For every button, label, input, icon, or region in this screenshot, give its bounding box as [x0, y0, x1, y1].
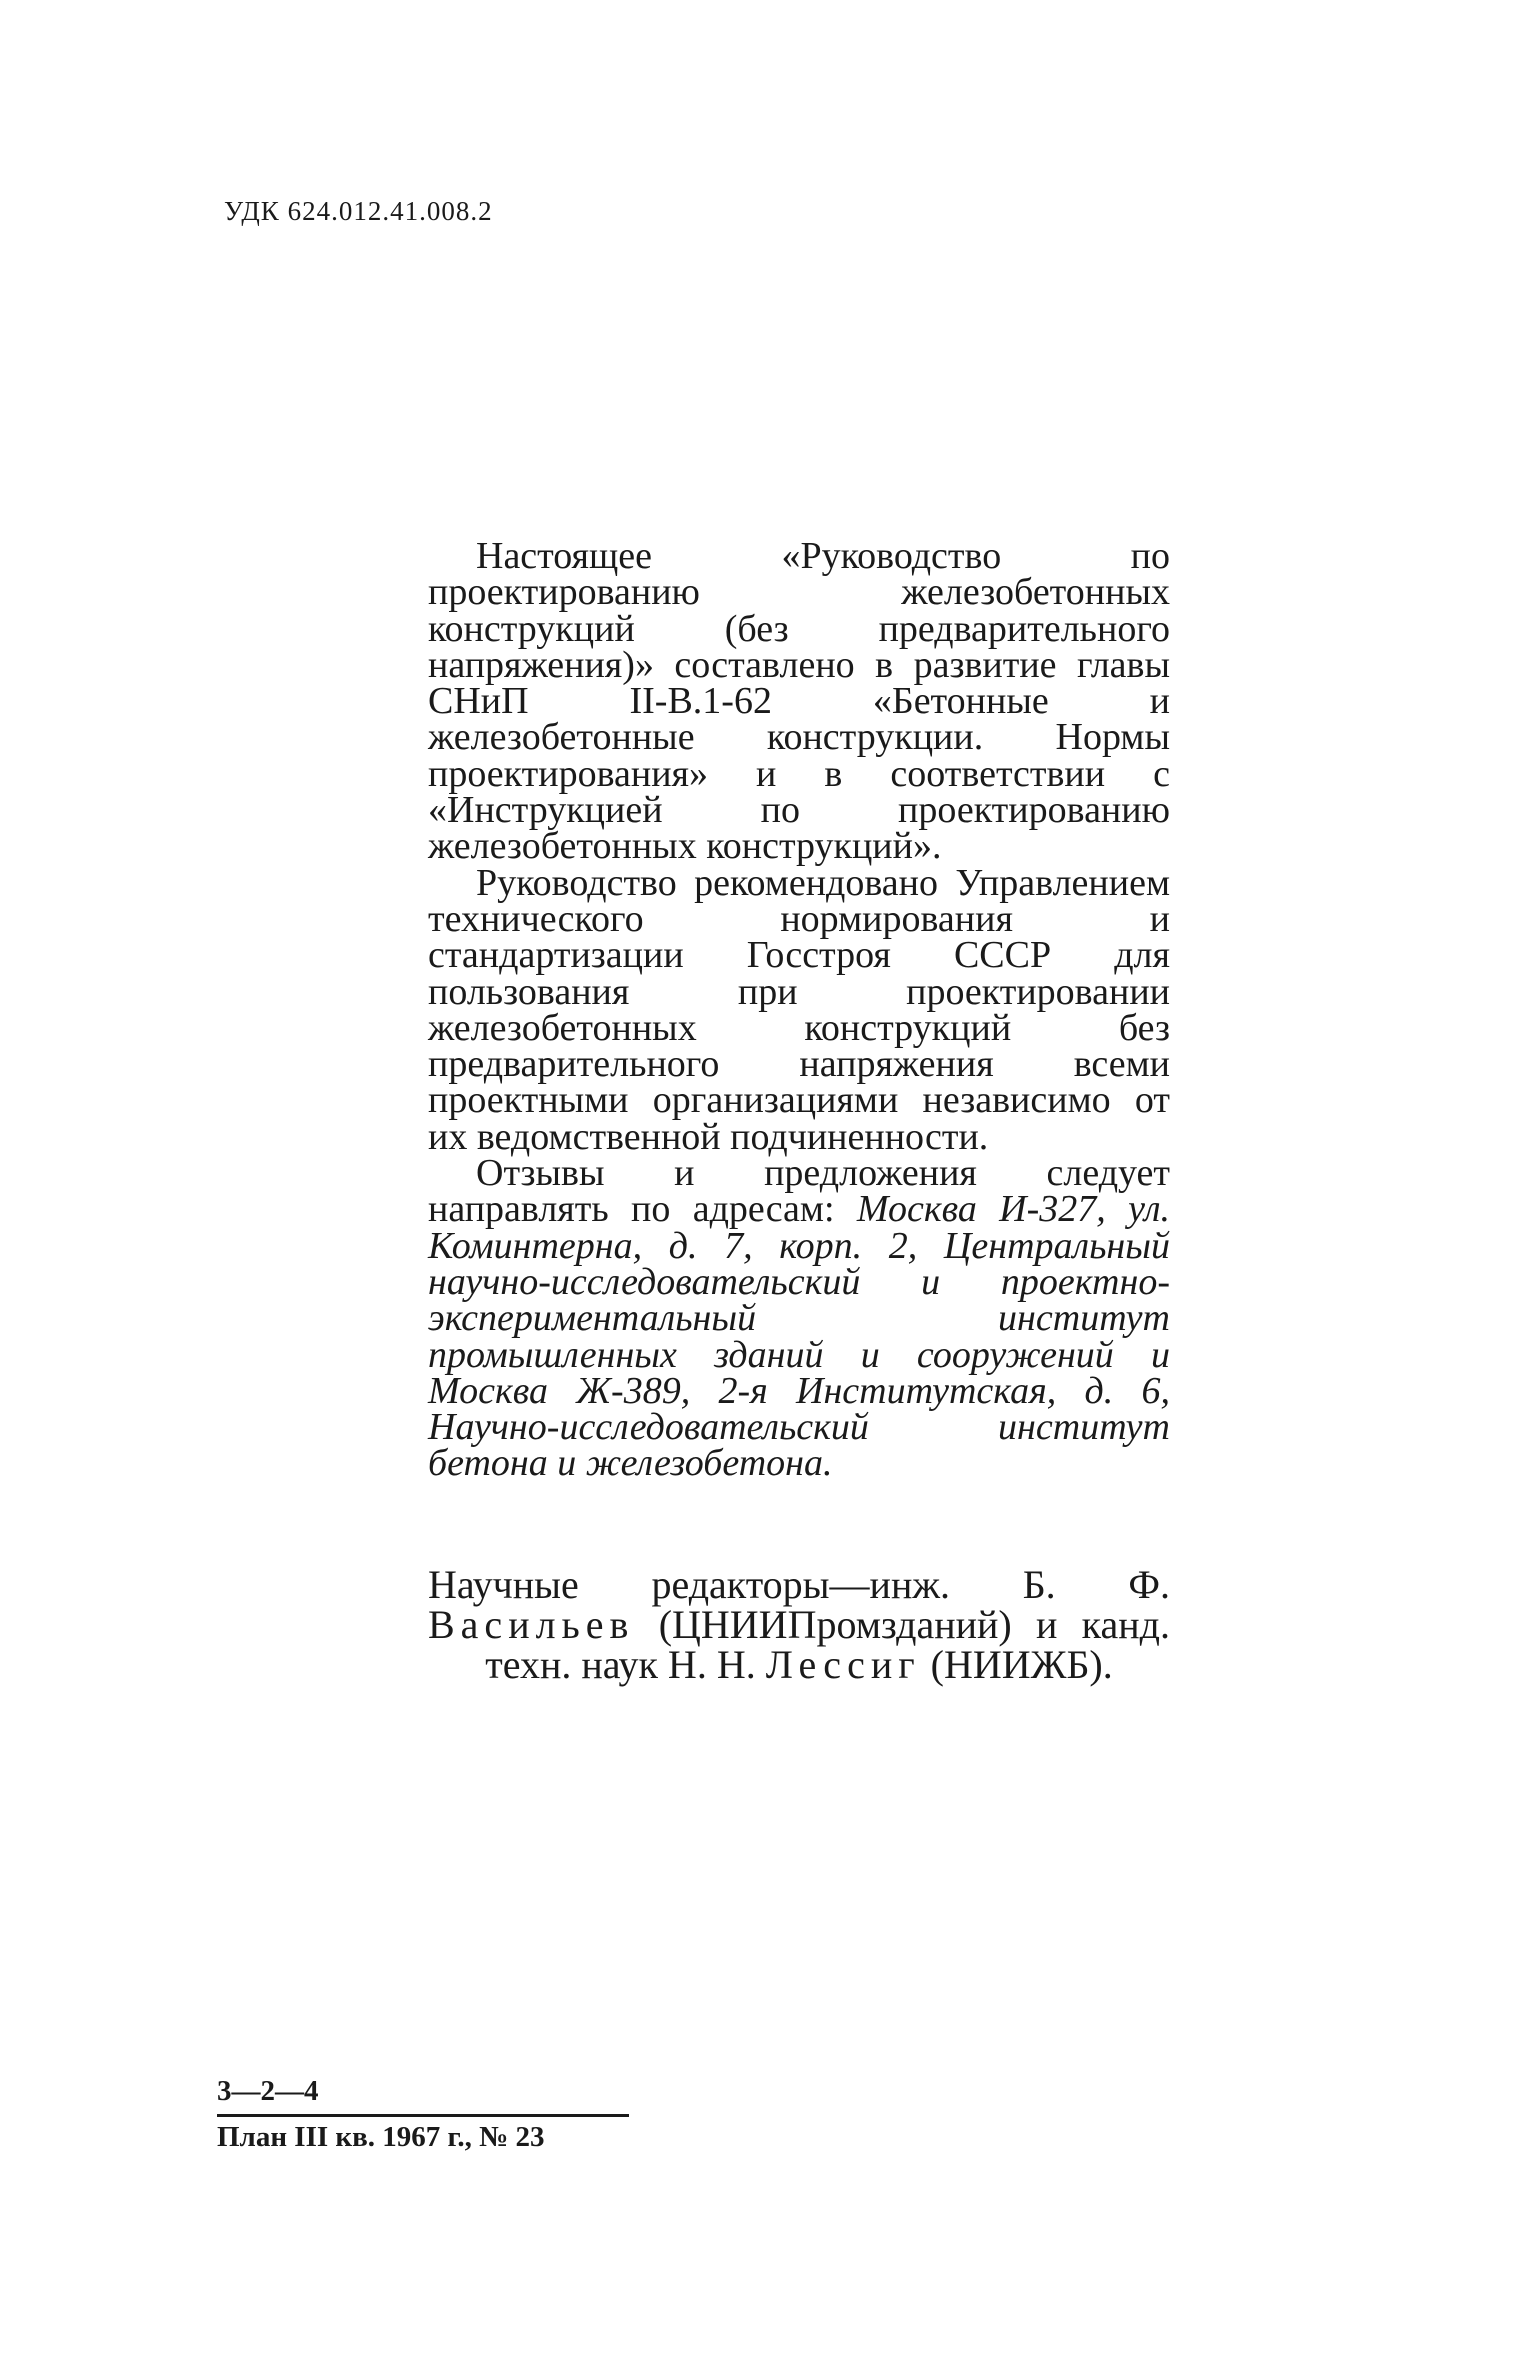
publication-code: 3—2—4 — [217, 2075, 319, 2107]
feedback-addresses: Москва И-327, ул. Коминтерна, д. 7, корп. 2, Центральный научно-исследовательский и проектно-экспериментальный институт промышленных зданий и сооружений и Москва Ж-389, 2-я Институтская, д. 6, Научно-исследовательский институт бетона и железобетона. — [428, 1188, 1171, 1485]
intro-paragraph-2: Руководство рекомендовано Управлением технического нормирования и стандартизации Госстроя СССР для пользования при проектировании железобетонных конструкций без предварительного напряжения всеми проектными организациями независимо от их ведомственной подчиненности. — [428, 861, 1170, 1158]
editor-name-1: Васильев — [428, 1602, 635, 1647]
publication-footer — [217, 2075, 629, 2154]
editors-lead: Научные редакторы—инж. Б. Ф. — [428, 1562, 1170, 1607]
editor-org-1: (ЦНИИПромзданий) и канд. техн. наук Н. Н. — [485, 1602, 1170, 1687]
scientific-editors — [428, 1562, 1170, 1687]
intro-paragraph-1: Настоящее «Руководство по проектированию железобетонных конструкций (без предварительного напряжения)» составлено в развитие главы СНиП II-В.1-62 «Бетонные и железобетонные конструкции. Нормы проектирования» и в соответствии с «Инструкцией по проектированию железобетонных конструкций». — [428, 535, 1170, 868]
publication-plan: План III кв. 1967 г., № 23 — [217, 2121, 545, 2153]
editor-name-2: Лессиг — [765, 1642, 921, 1687]
intro-paragraph-3 — [428, 1152, 1171, 1485]
udk-code: УДК 624.012.41.008.2 — [224, 196, 493, 226]
intro-text — [428, 535, 1171, 1485]
editor-org-2: (НИИЖБ). — [930, 1642, 1113, 1687]
feedback-lead: Отзывы и предложения следует направлять по адресам: — [428, 1152, 1170, 1231]
